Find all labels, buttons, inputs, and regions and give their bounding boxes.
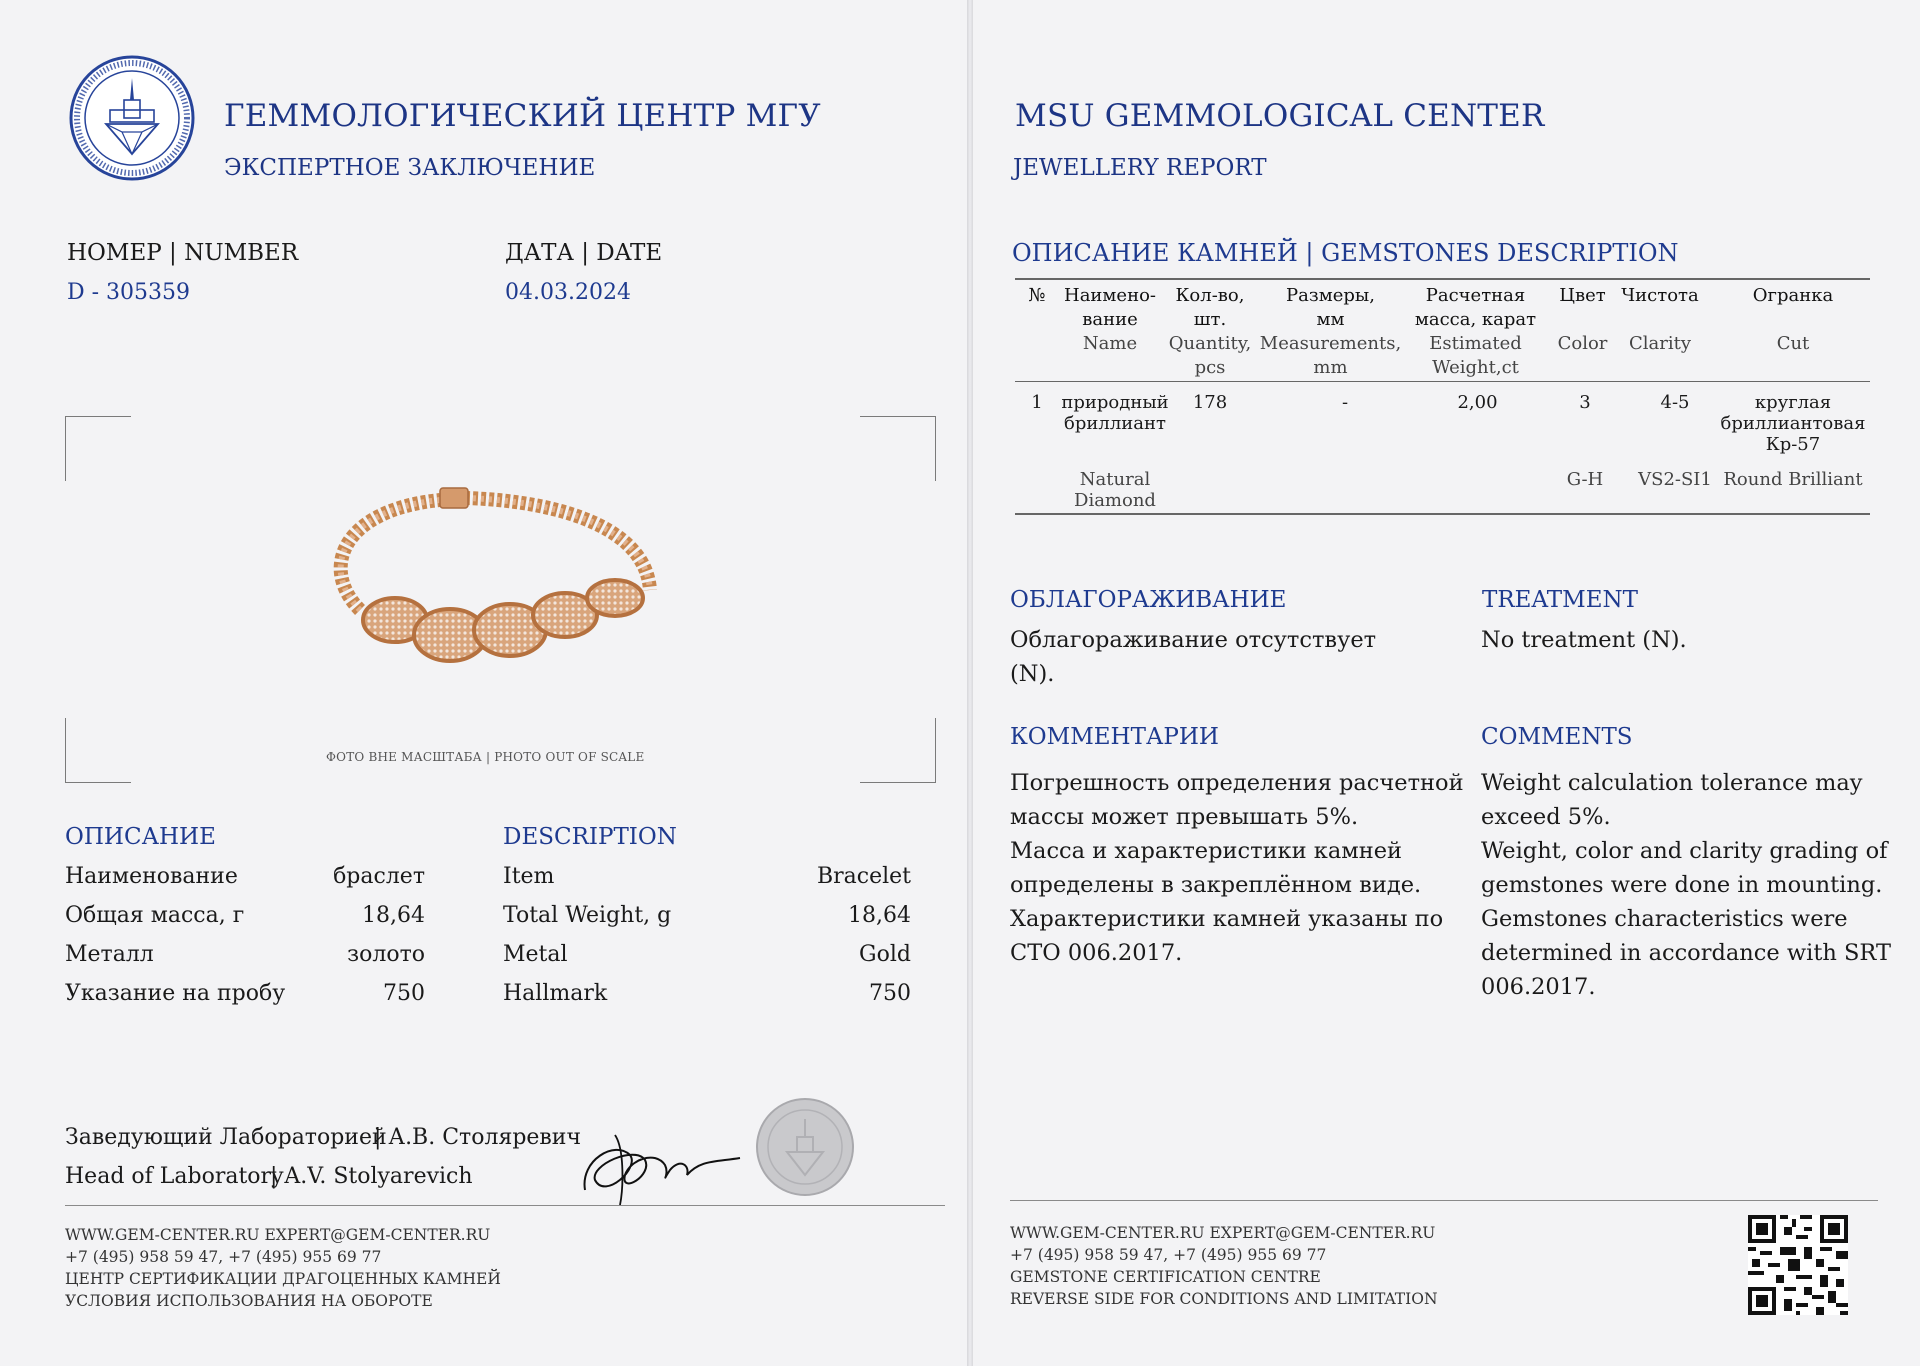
treatment-text-en: No treatment (N). [1481, 627, 1687, 653]
col-header-color: Цвет Color [1557, 285, 1608, 354]
report-title-en: JEWELLERY REPORT [1013, 155, 1267, 181]
description-heading-en: DESCRIPTION [503, 824, 677, 850]
cell-cut-en: Round Brilliant [1723, 469, 1863, 490]
org-title-en: MSU GEMMOLOGICAL CENTER [1015, 98, 1545, 134]
number-label: НОМЕР | NUMBER [67, 240, 299, 266]
col-header-quantity: Кол-во, шт. Quantity, pcs [1168, 285, 1252, 378]
photo-frame-corner [65, 718, 131, 783]
photo-caption: ФОТО ВНЕ МАСШТАБА | PHOTO OUT OF SCALE [326, 750, 645, 764]
comments-text-en: Weight calculation tolerance may exceed 5%. Weight, color and clarity grading of gemstones were done in mounting. Gemstones characteristics were determined in accordance with SRT 006.2017. [1481, 770, 1891, 1000]
table-rule [1015, 381, 1870, 382]
col-header-clarity: Чистота Clarity [1621, 285, 1699, 354]
col-header-cut: Огранка Cut [1752, 285, 1834, 354]
cell-quantity: 178 [1192, 392, 1228, 413]
cell-clarity-ru: 4-5 [1660, 392, 1690, 413]
cell-measurements: - [1341, 392, 1349, 413]
comments-heading-en: COMMENTS [1481, 724, 1633, 750]
cell-name-ru: природный бриллиант [1061, 392, 1169, 434]
footer-contacts: WWW.GEM-CENTER.RU EXPERT@GEM-CENTER.RU +7 (495) 958 59 47, +7 (495) 955 69 77 ЦЕНТР СЕРТИФИКАЦИИ ДРАГОЦЕННЫХ КАМНЕЙ УСЛОВИЯ ИСПОЛЬЗОВАНИЯ НА ОБОРОТЕ [65, 1226, 501, 1310]
head-name-ru: | А.В. Столяревич [374, 1125, 582, 1150]
treatment-text-ru: Облагораживание отсутствует (N). [1010, 627, 1377, 687]
col-header-name: Наимено- вание Name [1064, 285, 1156, 354]
org-title-ru: ГЕММОЛОГИЧЕСКИЙ ЦЕНТР МГУ [224, 98, 821, 134]
signature [575, 1120, 745, 1210]
bracelet-photo [300, 480, 680, 680]
photo-frame-corner [65, 416, 131, 481]
head-label-ru: Заведующий Лабораторией [65, 1125, 387, 1150]
table-rule [1015, 513, 1870, 515]
col-header-measurements: Размеры, мм Measurements, mm [1259, 285, 1402, 378]
cell-weight: 2,00 [1457, 392, 1498, 413]
comments-heading-ru: КОММЕНТАРИИ [1010, 724, 1219, 750]
cell-clarity-en: VS2-SI1 [1638, 469, 1712, 490]
footer-divider [1010, 1200, 1878, 1201]
report-title-ru: ЭКСПЕРТНОЕ ЗАКЛЮЧЕНИЕ [224, 155, 596, 181]
cell-name-en: Natural Diamond [1074, 469, 1156, 511]
description-heading-ru: ОПИСАНИЕ [65, 824, 216, 850]
number-value: D - 305359 [67, 280, 191, 305]
footer-contacts-en: WWW.GEM-CENTER.RU EXPERT@GEM-CENTER.RU +7 (495) 958 59 47, +7 (495) 955 69 77 GEMSTONE CERTIFICATION CENTRE REVERSE SIDE FOR CONDITIONS AND LIMITATION [1010, 1224, 1438, 1308]
cell-color-en: G-H [1566, 469, 1604, 490]
qr-code-icon [1748, 1215, 1848, 1315]
treatment-heading-en: TREATMENT [1482, 587, 1638, 613]
photo-frame-corner [860, 718, 936, 783]
head-name-en: | A.V. Stolyarevich [270, 1164, 473, 1189]
comments-text-ru: Погрешность определения расчетной массы может превышать 5%. Масса и характеристики камней определены в закреплённом виде. Характеристики камней указаны по СТО 006.2017. [1010, 770, 1464, 966]
head-label-en: Head of Laboratory [65, 1164, 284, 1189]
col-header-no: № [1028, 285, 1046, 306]
table-rule [1015, 278, 1870, 280]
cell-no: 1 [1031, 392, 1043, 413]
footer-divider [65, 1205, 945, 1206]
gem-heading: ОПИСАНИЕ КАМНЕЙ | GEMSTONES DESCRIPTION [1012, 239, 1679, 267]
treatment-heading-ru: ОБЛАГОРАЖИВАНИЕ [1010, 587, 1287, 613]
date-label: ДАТА | DATE [505, 240, 663, 266]
embossed-seal-icon [755, 1097, 855, 1197]
col-header-weight: Расчетная масса, карат Estimated Weight,ct [1414, 285, 1537, 378]
cell-color-ru: 3 [1579, 392, 1591, 413]
date-value: 04.03.2024 [505, 280, 631, 305]
msu-gemmological-seal-icon [68, 54, 196, 182]
photo-frame-corner [860, 416, 936, 481]
cell-cut-ru: круглая бриллиантовая Кр-57 [1720, 392, 1866, 455]
